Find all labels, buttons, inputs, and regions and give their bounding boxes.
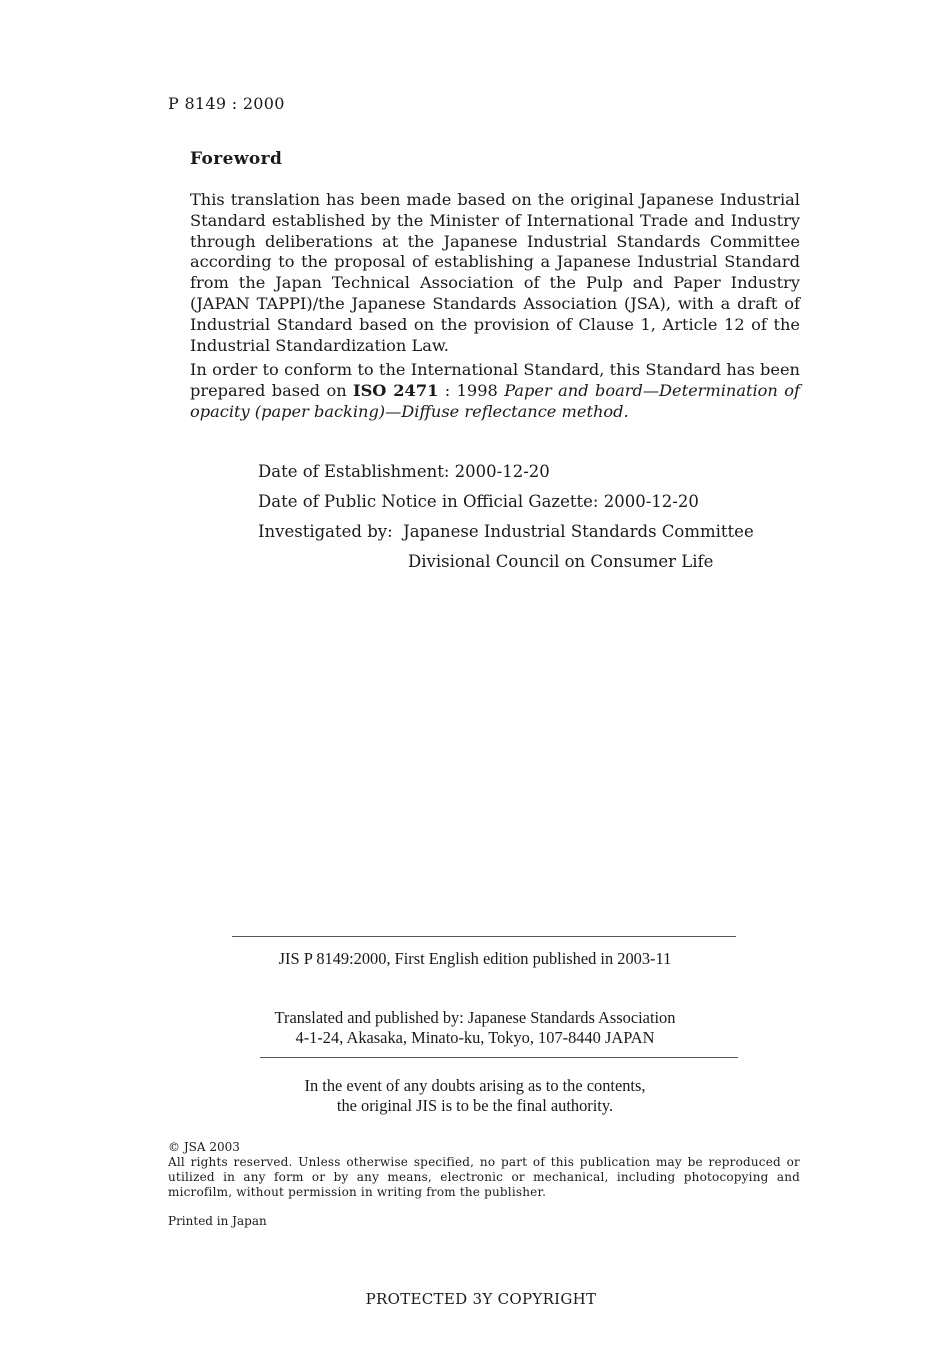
authority-note-line-2: the original JIS is to be the final authority.	[336, 1096, 614, 1115]
divisional-council: Divisional Council on Consumer Life	[408, 552, 714, 571]
protected-footer: PROTECTED 3Y COPYRIGHT	[365, 1290, 597, 1308]
printed-in: Printed in Japan	[168, 1214, 267, 1228]
divider-bottom	[260, 1057, 738, 1058]
publisher-line: Translated and published by: Japanese Standards Association	[274, 1008, 676, 1027]
investigated-by	[258, 522, 754, 541]
divider-top	[232, 936, 736, 937]
authority-note-line-1: In the event of any doubts arising as to the contents,	[304, 1076, 646, 1095]
paragraph-2-intro: In order to conform to the International Standard, this Standard has been prepared based on	[190, 360, 800, 400]
rights-statement: All rights reserved. Unless otherwise specified, no part of this publication may be reproduced or utilized in any form or by any means, electronic or mechanical, including photocopying and microfilm, without permission in writing from the publisher.	[168, 1155, 800, 1199]
foreword-heading: Foreword	[190, 149, 283, 169]
investigated-label: Investigated by:	[258, 522, 393, 541]
iso-reference: ISO 2471	[353, 380, 439, 400]
iso-year: : 1998	[438, 380, 505, 400]
copyright-notice: © JSA 2003	[168, 1140, 240, 1154]
edition-line: JIS P 8149:2000, First English edition published in 2003-11	[278, 949, 672, 968]
establishment-date: Date of Establishment: 2000-12-20	[258, 462, 550, 481]
publisher-address: 4-1-24, Akasaka, Minato-ku, Tokyo, 107-8440 JAPAN	[295, 1028, 655, 1047]
foreword-paragraph-1: This translation has been made based on the original Japanese Industrial Standard established by the Minister of International Trade and Industry through deliberations at the Japanese Industrial Standards Committee according to the proposal of establishing a Japanese Industrial Standard from the Japan Technical Association of the Pulp and Paper Industry (JAPAN TAPPI)/the Japanese Standards Association (JSA), with a draft of Industrial Standard based on the provision of Clause 1, Article 12 of the Industrial Standardization Law.	[190, 190, 800, 355]
public-notice-date: Date of Public Notice in Official Gazette: 2000-12-20	[258, 492, 699, 511]
foreword-paragraph-2	[190, 360, 800, 422]
investigated-value: Japanese Industrial Standards Committee	[403, 522, 754, 541]
iso-title: Paper and board—Determination of opacity (paper backing)—Diffuse reflectance method.	[190, 380, 800, 421]
document-id: P 8149 : 2000	[168, 94, 285, 113]
